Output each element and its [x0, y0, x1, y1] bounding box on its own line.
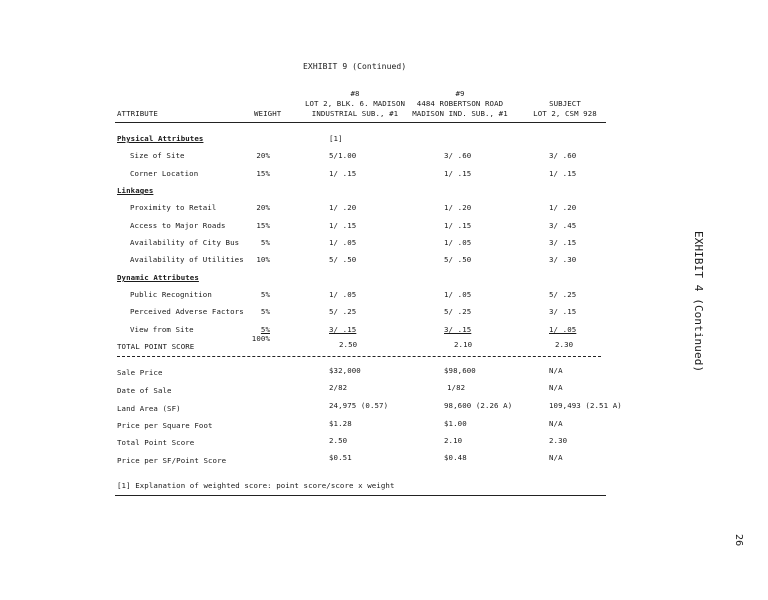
- row-subject: 3/ .15: [549, 307, 577, 316]
- row-label: Size of Site: [130, 151, 185, 160]
- header-subject-line2: LOT 2, CSM 928: [533, 109, 597, 118]
- row-comp8: 5/ .25: [329, 307, 357, 316]
- row-comp8: 1/ .05: [329, 238, 357, 247]
- header-comp9-line1: 4484 ROBERTSON ROAD: [416, 99, 504, 108]
- summary-label: Price per SF/Point Score: [117, 456, 227, 465]
- row-label: Perceived Adverse Factors: [130, 307, 244, 316]
- total-point-score-label: TOTAL POINT SCORE: [117, 342, 195, 351]
- header-comp8-number: #8: [350, 89, 360, 98]
- summary-comp8: 2/82: [329, 383, 348, 392]
- section-dynamic-attributes: Dynamic Attributes: [117, 273, 199, 282]
- summary-comp9: 1/82: [447, 383, 466, 392]
- total-subject: 2.30: [555, 340, 574, 349]
- row-comp8: 1/ .05: [329, 290, 357, 299]
- summary-subject: N/A: [549, 453, 563, 462]
- summary-label: Land Area (SF): [117, 404, 181, 413]
- dashed-divider: [117, 356, 601, 357]
- row-comp8: 1/ .15: [329, 221, 357, 230]
- section-physical-attributes: Physical Attributes: [117, 134, 204, 143]
- summary-comp9: 98,600 (2.26 A): [444, 401, 513, 410]
- row-label: Access to Major Roads: [130, 221, 226, 230]
- side-exhibit-label: EXHIBIT 4 (Continued): [692, 231, 705, 373]
- section-linkages: Linkages: [117, 186, 154, 195]
- row-weight: 15%: [256, 169, 270, 178]
- row-subject: 3/ .15: [549, 238, 577, 247]
- row-comp8: 5/ .50: [329, 255, 357, 264]
- row-comp9: 1/ .20: [444, 203, 472, 212]
- row-label: Corner Location: [130, 169, 199, 178]
- row-label: Availability of City Bus: [130, 238, 240, 247]
- row-subject: 5/ .25: [549, 290, 577, 299]
- row-comp9: 1/ .05: [444, 238, 472, 247]
- summary-comp8: 24,975 (0.57): [329, 401, 389, 410]
- summary-comp9: 2.10: [444, 436, 463, 445]
- header-rule: [115, 122, 606, 123]
- summary-comp8: $1.28: [329, 419, 352, 428]
- row-label: Public Recognition: [130, 290, 212, 299]
- page-title: EXHIBIT 9 (Continued): [303, 62, 407, 71]
- row-comp9: 1/ .05: [444, 290, 472, 299]
- row-subject: 1/ .15: [549, 169, 577, 178]
- total-comp9: 2.10: [454, 340, 473, 349]
- summary-comp8: $32,000: [329, 366, 361, 375]
- row-comp8: 1/ .20: [329, 203, 357, 212]
- header-subject-line1: SUBJECT: [549, 99, 581, 108]
- summary-comp8: $0.51: [329, 453, 352, 462]
- row-weight: 10%: [256, 255, 270, 264]
- row-weight: 5%: [260, 307, 270, 316]
- row-subject: 1/ .05: [549, 325, 577, 334]
- header-weight: WEIGHT: [254, 109, 282, 118]
- row-comp8: 1/ .15: [329, 169, 357, 178]
- footnote: [1] Explanation of weighted score: point score/score x weight: [117, 481, 395, 490]
- row-weight: 20%: [256, 203, 270, 212]
- row-weight: 15%: [256, 221, 270, 230]
- total-comp8: 2.50: [339, 340, 358, 349]
- row-subject: 3/ .45: [549, 221, 577, 230]
- summary-subject: N/A: [549, 366, 563, 375]
- summary-label: Sale Price: [117, 368, 163, 377]
- summary-label: Price per Square Foot: [117, 421, 213, 430]
- row-label: View from Site: [130, 325, 194, 334]
- row-comp9: 5/ .50: [444, 255, 472, 264]
- header-attribute: ATTRIBUTE: [117, 109, 158, 118]
- summary-subject: 2.30: [549, 436, 568, 445]
- summary-comp9: $0.48: [444, 453, 467, 462]
- page-number: 26: [733, 534, 744, 547]
- row-comp8: 3/ .15: [329, 325, 357, 334]
- header-comp8-line2: INDUSTRIAL SUB., #1: [311, 109, 399, 118]
- row-weight: 5%: [260, 325, 270, 334]
- header-comp9-line2: MADISON IND. SUB., #1: [412, 109, 508, 118]
- header-comp9-number: #9: [455, 89, 465, 98]
- summary-label: Date of Sale: [117, 386, 172, 395]
- row-comp9: 1/ .15: [444, 169, 472, 178]
- row-label: Availability of Utilities: [130, 255, 244, 264]
- row-comp9: 3/ .15: [444, 325, 472, 334]
- weight-total: 100%: [251, 334, 270, 343]
- row-weight: 20%: [256, 151, 270, 160]
- summary-comp9: $98,600: [444, 366, 476, 375]
- row-comp9: 3/ .60: [444, 151, 472, 160]
- footnote-marker: [1]: [329, 134, 343, 143]
- row-subject: 3/ .30: [549, 255, 577, 264]
- header-comp8-line1: LOT 2, BLK. 6. MADISON: [304, 99, 406, 108]
- row-comp9: 1/ .15: [444, 221, 472, 230]
- footer-rule: [115, 495, 606, 496]
- summary-subject: N/A: [549, 383, 563, 392]
- row-label: Proximity to Retail: [130, 203, 217, 212]
- row-subject: 1/ .20: [549, 203, 577, 212]
- row-weight: 5%: [260, 290, 270, 299]
- row-weight: 5%: [260, 238, 270, 247]
- row-subject: 3/ .60: [549, 151, 577, 160]
- summary-subject: 109,493 (2.51 A): [549, 401, 622, 410]
- summary-label: Total Point Score: [117, 438, 195, 447]
- summary-comp8: 2.50: [329, 436, 348, 445]
- summary-subject: N/A: [549, 419, 563, 428]
- row-comp9: 5/ .25: [444, 307, 472, 316]
- row-comp8: 5/1.00: [329, 151, 357, 160]
- summary-comp9: $1.00: [444, 419, 467, 428]
